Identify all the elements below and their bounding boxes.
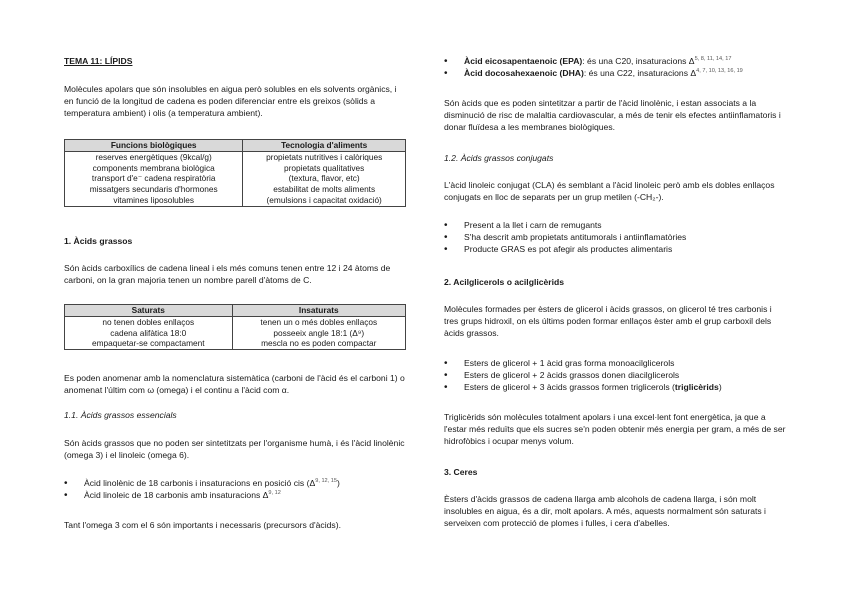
table-header: Funcions biològiques (65, 140, 243, 152)
table-cell: mescla no es poden compactar (232, 338, 405, 349)
table-cell: empaquetar-se compactament (65, 338, 233, 349)
saturation-table (64, 304, 406, 350)
list-item: • Esters de glicerol + 3 àcids grassos formen triglicerols (triglicèrids) (444, 382, 788, 394)
table-cell: transport d'e⁻ cadena respiratòria (65, 173, 243, 184)
table-cell: cadena alifàtica 18:0 (65, 328, 233, 339)
section-paragraph: Èsters d'àcids grassos de cadena llarga amb alcohols de cadena llarga, i són molt insolubles en aigua, és a dir, molt apolars. A més, aquests normalment són saturats i serveixen com protecció de plomes i fulles, i cera d'abelles. (444, 494, 766, 528)
list-item: • Àcid linoleic de 18 carbonis amb insaturacions Δ$^{9, 12}$ (64, 490, 406, 502)
table-cell: components membrana biològica (65, 163, 243, 174)
list-item: • S'ha descrit amb propietats antitumorals i antiinflamatòries (444, 232, 788, 244)
section-paragraph: Molècules formades per èsters de glicerol i àcids grassos, on glicerol té tres carbonis i tres grups hidroxil, on els últims poden formar enllaços èster amb el grup carboxil dels àcids grassos. (444, 304, 772, 338)
page-title: TEMA 11: LÍPIDS (64, 56, 133, 66)
omega3-list (444, 56, 788, 80)
table-cell: (textura, flavor, etc) (243, 173, 406, 184)
table-cell: vitamines liposolubles (65, 195, 243, 206)
section-paragraph: Són àcids carboxílics de cadena lineal i els més comuns tenen entre 12 i 24 àtoms de carboni, on la gran majoria tenen un nombre parell d'àtoms de C. (64, 263, 391, 285)
section-heading: 1. Àcids grassos (64, 236, 133, 246)
table-cell: tenen un o més dobles enllaços (232, 316, 405, 327)
section-heading: 3. Ceres (444, 467, 478, 477)
table-cell: propietats qualitatives (243, 163, 406, 174)
intro-paragraph: Molècules apolars que són insolubles en aigua però solubles en els solvents orgànics, i en funció de la longitud de cadena es poden diferenciar entre els greixos (sòlids a temperatura ambient) i olis (a temperatura ambient). (64, 84, 397, 118)
table-cell: missatgers secundaris d'hormones (65, 184, 243, 195)
subsection-heading: 1.2. Àcids grassos conjugats (444, 153, 554, 163)
table-cell: estabilitat de molts aliments (243, 184, 406, 195)
section-paragraph: Són àcids que es poden sintetitzar a partir de l'àcid linolènic, i estan associats a la disminució de risc de malaltia cardiovascular, a més de tenir els efectes antiinflamatoris i donar fluïdesa a les membranes biològiques. (444, 98, 781, 132)
table-header: Insaturats (232, 305, 405, 317)
subsection-heading: 1.1. Àcids grassos essencials (64, 410, 177, 420)
list-item: • Àcid docosahexaenoic (DHA): és una C22, insaturacions Δ$^{4, 7, 10, 13, 16, 19}$ (444, 68, 788, 80)
table-cell: (emulsions i capacitat oxidació) (243, 195, 406, 206)
table-cell: posseeix angle 18:1 (Δ⁹) (232, 328, 405, 339)
functions-table (64, 139, 406, 207)
list-item: • Àcid linolènic de 18 carbonis i insaturacions en posició cis $(\Delta^{9, 12, 15})$ (64, 478, 406, 490)
section-heading: 2. Acilglicerols o acilglicèrids (444, 277, 565, 287)
table-header: Tecnologia d'aliments (243, 140, 406, 152)
list-item: • Àcid eicosapentaenoic (EPA): és una C20, insaturacions Δ$^{5, 8, 11, 14, 17}$ (444, 56, 788, 68)
table-cell: reserves energètiques (9kcal/g) (65, 151, 243, 162)
list-item: • Producte GRAS es pot afegir als productes alimentaris (444, 244, 788, 256)
section-paragraph: L'àcid linoleic conjugat (CLA) és semblant a l'àcid linoleic però amb els dobles enllaços conjugats en lloc de separats per un grup metilen (-CH₂-). (444, 180, 775, 202)
essential-fatty-acids-list (64, 478, 406, 502)
acylglycerol-list (444, 358, 788, 394)
list-item: • Esters de glicerol + 1 àcid gras forma monoacilglicerols (444, 358, 788, 370)
closing-paragraph: Tant l'omega 3 com el 6 són importants i necessaris (precursors d'àcids). (64, 520, 341, 530)
cla-list (444, 220, 788, 256)
section-paragraph: Triglicèrids són molècules totalment apolars i una excel·lent font energètica, ja que a l'estar més reduïts que els sucres se'n poden obtenir més energia per gram, a més de ser hidrofòbics i ocupar menys volum. (444, 412, 786, 446)
list-item: • Esters de glicerol + 2 àcids grassos donen diacilglicerols (444, 370, 788, 382)
list-item: • Present a la llet i carn de remugants (444, 220, 788, 232)
nomenclature-paragraph: Es poden anomenar amb la nomenclatura sistemàtica (carboni de l'àcid és el carboni 1) o anomenat l'últim com ω (omega) i el continu a l'àcid com α. (64, 373, 405, 395)
table-header: Saturats (65, 305, 233, 317)
table-cell: propietats nutritives i calòriques (243, 151, 406, 162)
table-cell: no tenen dobles enllaços (65, 316, 233, 327)
section-paragraph: Són àcids grassos que no poden ser sintetitzats per l'organisme humà, i és l'àcid linolènic (omega 3) i el linoleic (omega 6). (64, 438, 405, 460)
